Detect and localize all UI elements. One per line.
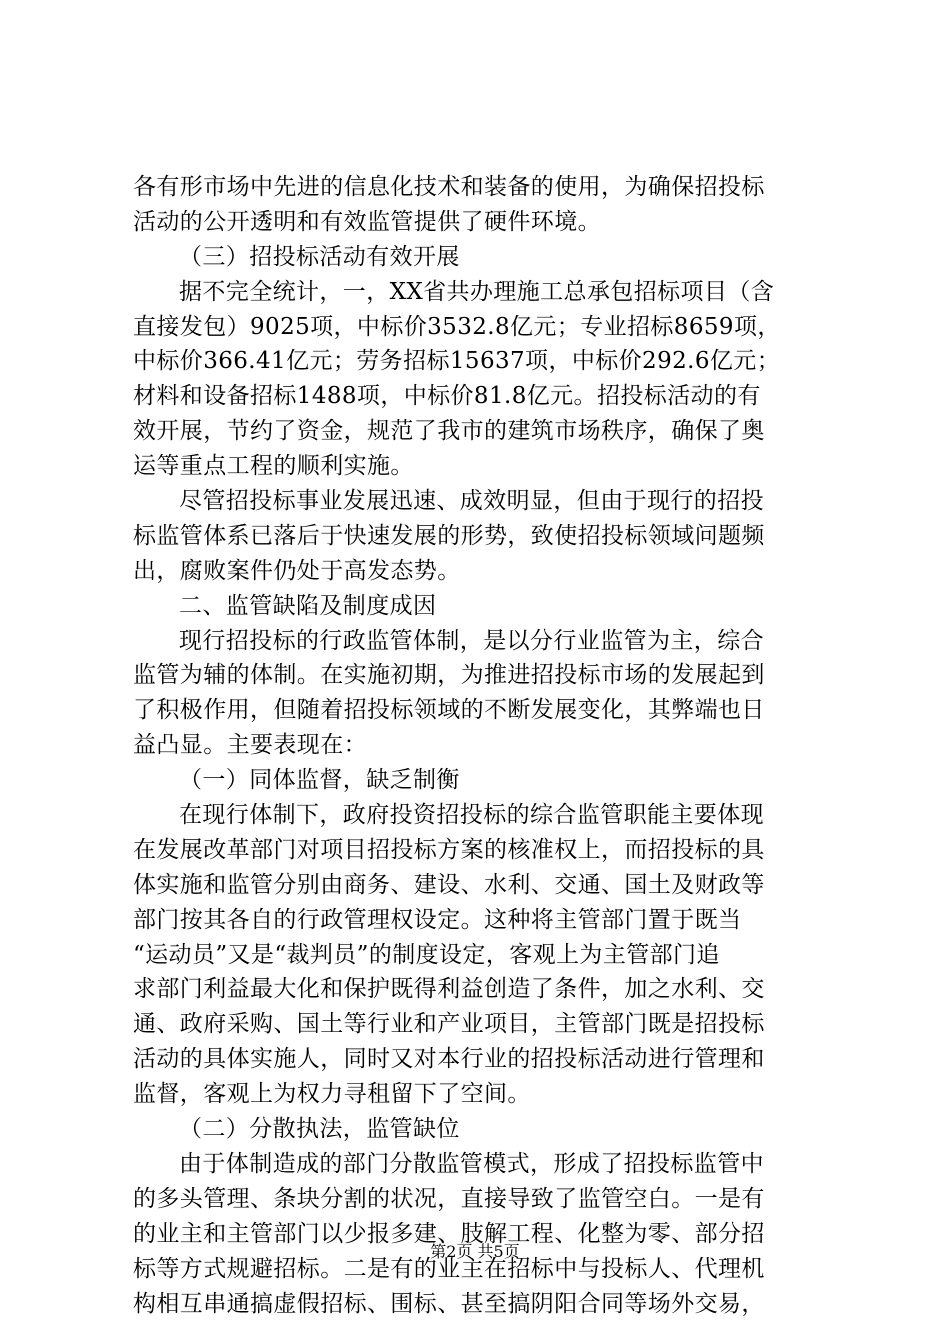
text-line: 部门按其各自的行政管理权设定。这种将主管部门置于既当 xyxy=(133,906,742,933)
text-line: 在现行体制下，政府投资招投标的综合监管职能主要体现 xyxy=(179,802,764,829)
text-line: （一）同体监督，缺乏制衡 xyxy=(179,767,460,794)
text-line: 益凸显。主要表现在： xyxy=(133,732,367,759)
text-line: （二）分散执法，监管缺位 xyxy=(179,1116,460,1143)
text-line: 了积极作用，但随着招投标领域的不断发展变化，其弊端也日 xyxy=(133,697,765,724)
text-line: 体实施和监管分别由商务、建设、水利、交通、国土及财政等 xyxy=(133,871,765,898)
text-line: 由于体制造成的部门分散监管模式，形成了招投标监管中 xyxy=(179,1150,764,1177)
text-line: 活动的公开透明和有效监管提供了硬件环境。 xyxy=(133,208,601,235)
text-line: 运等重点工程的顺利实施。 xyxy=(133,453,414,480)
text-line: 据不完全统计，一，XX省共办理施工总承包招标项目（含 xyxy=(179,278,775,305)
text-line: 直接发包）9025项，中标价3532.8亿元；专业招标8659项， xyxy=(133,313,781,340)
text-line: 各有形市场中先进的信息化技术和装备的使用，为确保招投标 xyxy=(133,174,765,200)
text-line: 中标价366.41亿元；劳务招标15637项，中标价292.6亿元； xyxy=(133,348,781,375)
text-line: “运动员”又是“裁判员”的制度设定，客观上为主管部门追 xyxy=(133,941,720,968)
text-line: 效开展，节约了资金，规范了我市的建筑市场秩序，确保了奥 xyxy=(133,418,765,445)
text-line: 构相互串通搞虚假招标、围标、甚至搞阴阳合同等场外交易， xyxy=(133,1290,765,1317)
text-line: 标监管体系已落后于快速发展的形势，致使招投标领域问题频 xyxy=(133,522,765,549)
text-line: 的业主和主管部门以少报多建、肢解工程、化整为零、部分招 xyxy=(133,1220,765,1247)
text-line: 的多头管理、条块分割的状况，直接导致了监管空白。一是有 xyxy=(133,1185,765,1212)
text-line: 监管为辅的体制。在实施初期，为推进招投标市场的发展起到 xyxy=(133,662,765,689)
text-line: （三）招投标活动有效开展 xyxy=(179,243,460,270)
text-line: 标等方式规避招标。二是有的业主在招标中与投标人、代理机 xyxy=(133,1255,765,1282)
text-line: 现行招投标的行政监管体制，是以分行业监管为主，综合 xyxy=(179,627,764,654)
text-line: 监督，客观上为权力寻租留下了空间。 xyxy=(133,1081,531,1108)
text-line: 二、监管缺陷及制度成因 xyxy=(179,592,437,619)
text-line: 出，腐败案件仍处于高发态势。 xyxy=(133,557,461,584)
text-line: 尽管招投标事业发展迅速、成效明显，但由于现行的招投 xyxy=(179,488,764,515)
page-footer: 第2页 共5页 xyxy=(430,1242,520,1261)
text-line: 在发展改革部门对项目招投标方案的核准权上，而招投标的具 xyxy=(133,836,765,863)
text-line: 通、政府采购、国土等行业和产业项目，主管部门既是招投标 xyxy=(133,1011,765,1038)
text-line: 求部门利益最大化和保护既得利益创造了条件，加之水利、交 xyxy=(133,976,765,1003)
text-line: 活动的具体实施人，同时又对本行业的招投标活动进行管理和 xyxy=(133,1046,765,1073)
text-line: 材料和设备招标1488项，中标价81.8亿元。招投标活动的有 xyxy=(133,383,761,410)
document-body xyxy=(133,170,833,1321)
